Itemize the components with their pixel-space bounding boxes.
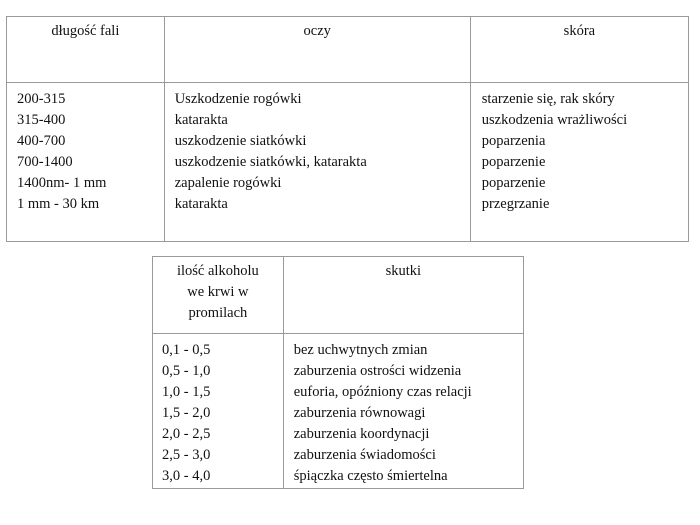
wavelength-cell: 700-1400 bbox=[17, 154, 73, 170]
alcohol-table-body-row bbox=[153, 334, 524, 489]
alcohol-table-header-row bbox=[153, 257, 524, 334]
header-effects: skutki bbox=[283, 257, 523, 334]
wavelength-cell: 1400nm- 1 mm bbox=[17, 175, 107, 191]
alcohol-level-cell: 0,5 - 1,0 bbox=[162, 363, 211, 379]
eyes-cell: katarakta bbox=[174, 112, 228, 128]
effect-cell: zaburzenia świadomości bbox=[293, 447, 436, 463]
radiation-table-header-row bbox=[7, 17, 689, 83]
eyes-cell: zapalenie rogówki bbox=[174, 175, 282, 191]
skin-cell: starzenie się, rak skóry bbox=[481, 91, 615, 107]
alcohol-level-cell: 1,0 - 1,5 bbox=[162, 384, 211, 400]
header-alcohol-level-line: promilach bbox=[188, 305, 248, 321]
skin-cell: poparzenie bbox=[481, 175, 546, 191]
header-alcohol-level bbox=[153, 257, 284, 334]
wavelength-cell: 1 mm - 30 km bbox=[17, 196, 100, 212]
eyes-column bbox=[164, 83, 470, 242]
alcohol-level-cell: 3,0 - 4,0 bbox=[162, 468, 211, 484]
effect-cell: bez uchwytnych zmian bbox=[293, 342, 428, 358]
header-eyes: oczy bbox=[164, 17, 470, 83]
effect-cell: zaburzenia koordynacji bbox=[293, 426, 430, 442]
wavelength-cell: 315-400 bbox=[17, 112, 66, 128]
wavelength-cell: 400-700 bbox=[17, 133, 66, 149]
alcohol-effects-table bbox=[152, 256, 524, 489]
header-wavelength: długość fali bbox=[7, 17, 165, 83]
alcohol-level-cell: 2,0 - 2,5 bbox=[162, 426, 211, 442]
alcohol-level-column bbox=[153, 334, 284, 489]
alcohol-level-cell: 2,5 - 3,0 bbox=[162, 447, 211, 463]
skin-column bbox=[470, 83, 688, 242]
eyes-cell: uszkodzenie siatkówki bbox=[174, 133, 307, 149]
skin-cell: poparzenie bbox=[481, 154, 546, 170]
effect-cell: śpiączka często śmiertelna bbox=[293, 468, 448, 484]
wavelength-cell: 200-315 bbox=[17, 91, 66, 107]
header-alcohol-level-line: ilość alkoholu bbox=[176, 263, 259, 279]
effect-cell: zaburzenia ostrości widzenia bbox=[293, 363, 462, 379]
effect-cell: zaburzenia równowagi bbox=[293, 405, 426, 421]
radiation-effects-table bbox=[6, 16, 689, 242]
wavelength-column bbox=[7, 83, 165, 242]
effects-column bbox=[283, 334, 523, 489]
header-alcohol-level-line: we krwi w bbox=[187, 284, 249, 300]
eyes-cell: Uszkodzenie rogówki bbox=[174, 91, 302, 107]
header-skin: skóra bbox=[470, 17, 688, 83]
effect-cell: euforia, opóźniony czas relacji bbox=[293, 384, 472, 400]
eyes-cell: katarakta bbox=[174, 196, 228, 212]
skin-cell: uszkodzenia wrażliwości bbox=[481, 112, 628, 128]
eyes-cell: uszkodzenie siatkówki, katarakta bbox=[174, 154, 367, 170]
radiation-table-body-row bbox=[7, 83, 689, 242]
alcohol-level-cell: 0,1 - 0,5 bbox=[162, 342, 211, 358]
skin-cell: przegrzanie bbox=[481, 196, 550, 212]
alcohol-level-cell: 1,5 - 2,0 bbox=[162, 405, 211, 421]
skin-cell: poparzenia bbox=[481, 133, 546, 149]
